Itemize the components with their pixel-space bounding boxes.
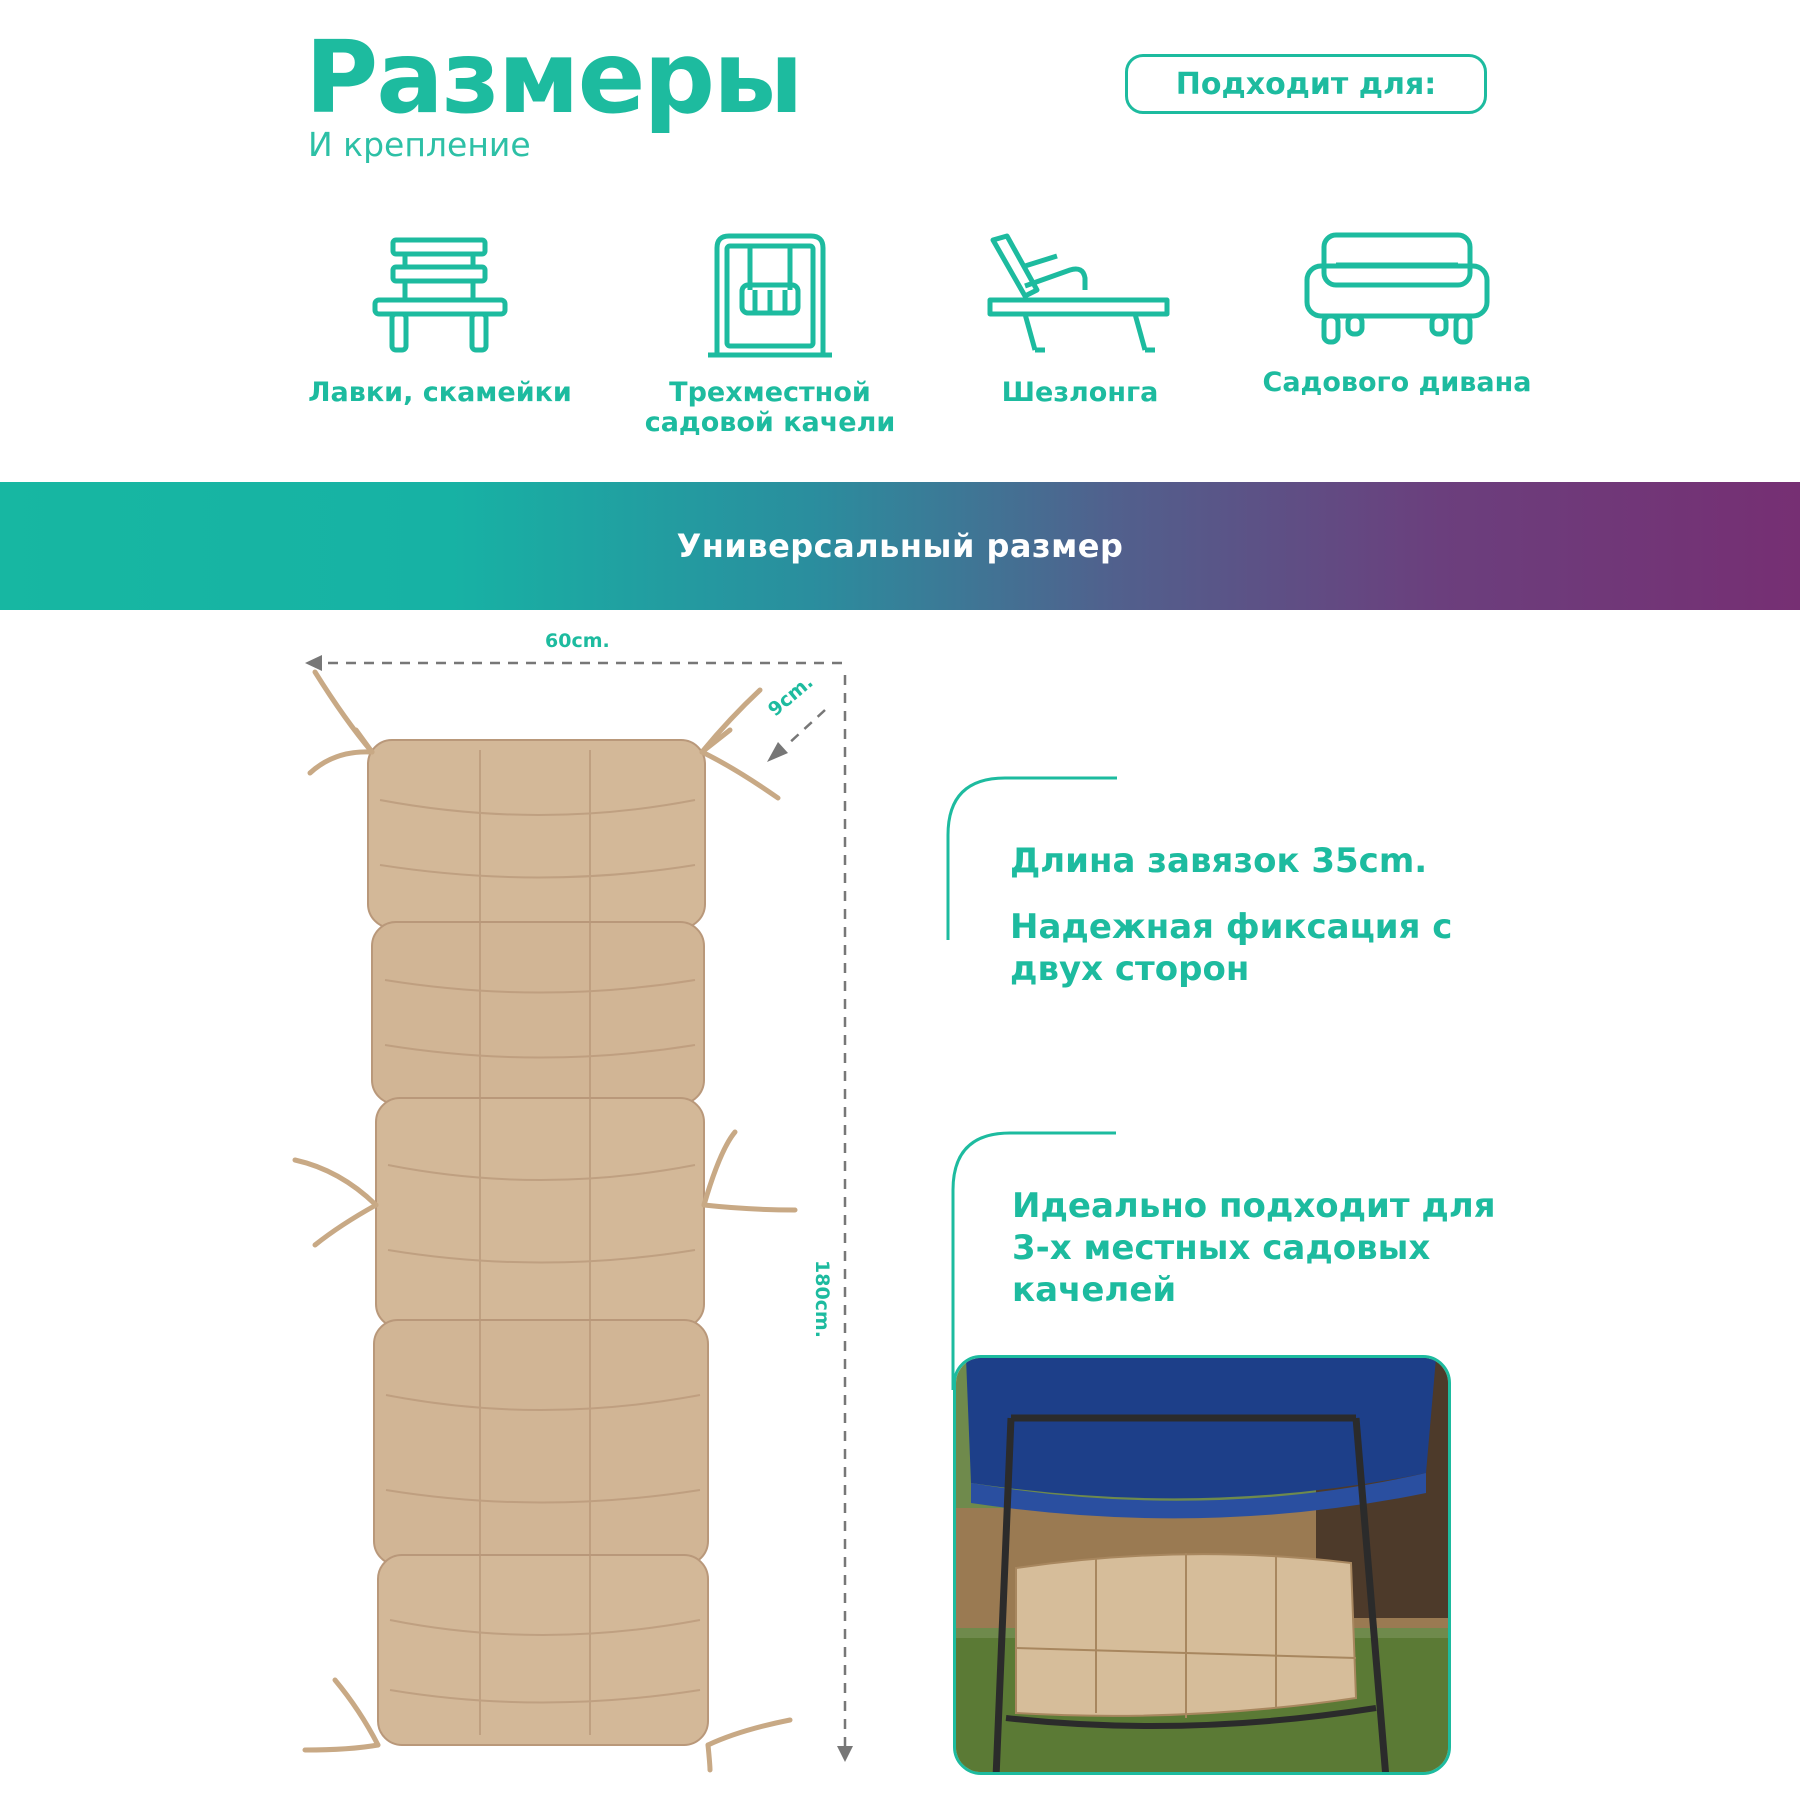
dimension-thickness-label: 9cm. [763,671,818,721]
callout-ideal-fit: Идеально подходит для 3-х местных садовых качелей [1012,1186,1496,1311]
width-arrowhead [305,655,322,671]
cushion-body [368,740,708,1745]
usage-label-bench: Лавки, скамейки [308,377,572,408]
dimension-width-label: 60cm. [545,630,610,652]
usage-item-bench [275,230,605,408]
bench-icon [370,230,510,360]
usage-label-swing: Трехместной садовой качели [644,377,896,439]
length-arrowhead [837,1746,853,1762]
page-title: Размеры [305,19,802,136]
garden-sofa-icon [1302,230,1492,350]
usage-label-sofa: Садового дивана [1262,367,1532,398]
usage-item-sofa [1232,230,1562,398]
banner-text: Универсальный размер [676,527,1124,565]
garden-swing-photo [953,1355,1451,1775]
usage-item-deck-chair [915,230,1245,408]
deck-chair-icon [985,230,1175,360]
callout-ties-length: Длина завязок 35cm. [1010,841,1428,881]
callout-fixation: Надежная фиксация с двух сторон [1010,907,1453,990]
garden-swing-icon [705,230,835,360]
page-subtitle: И крепление [308,125,531,164]
thickness-arrowhead [767,742,788,762]
usage-item-swing [605,230,935,438]
dimension-length-label: 180cm. [811,1260,833,1338]
fits-badge: Подходит для: [1125,54,1487,114]
cushion-illustration [290,650,870,1780]
universal-size-banner [0,482,1800,610]
usage-label-deck-chair: Шезлонга [1001,377,1159,408]
